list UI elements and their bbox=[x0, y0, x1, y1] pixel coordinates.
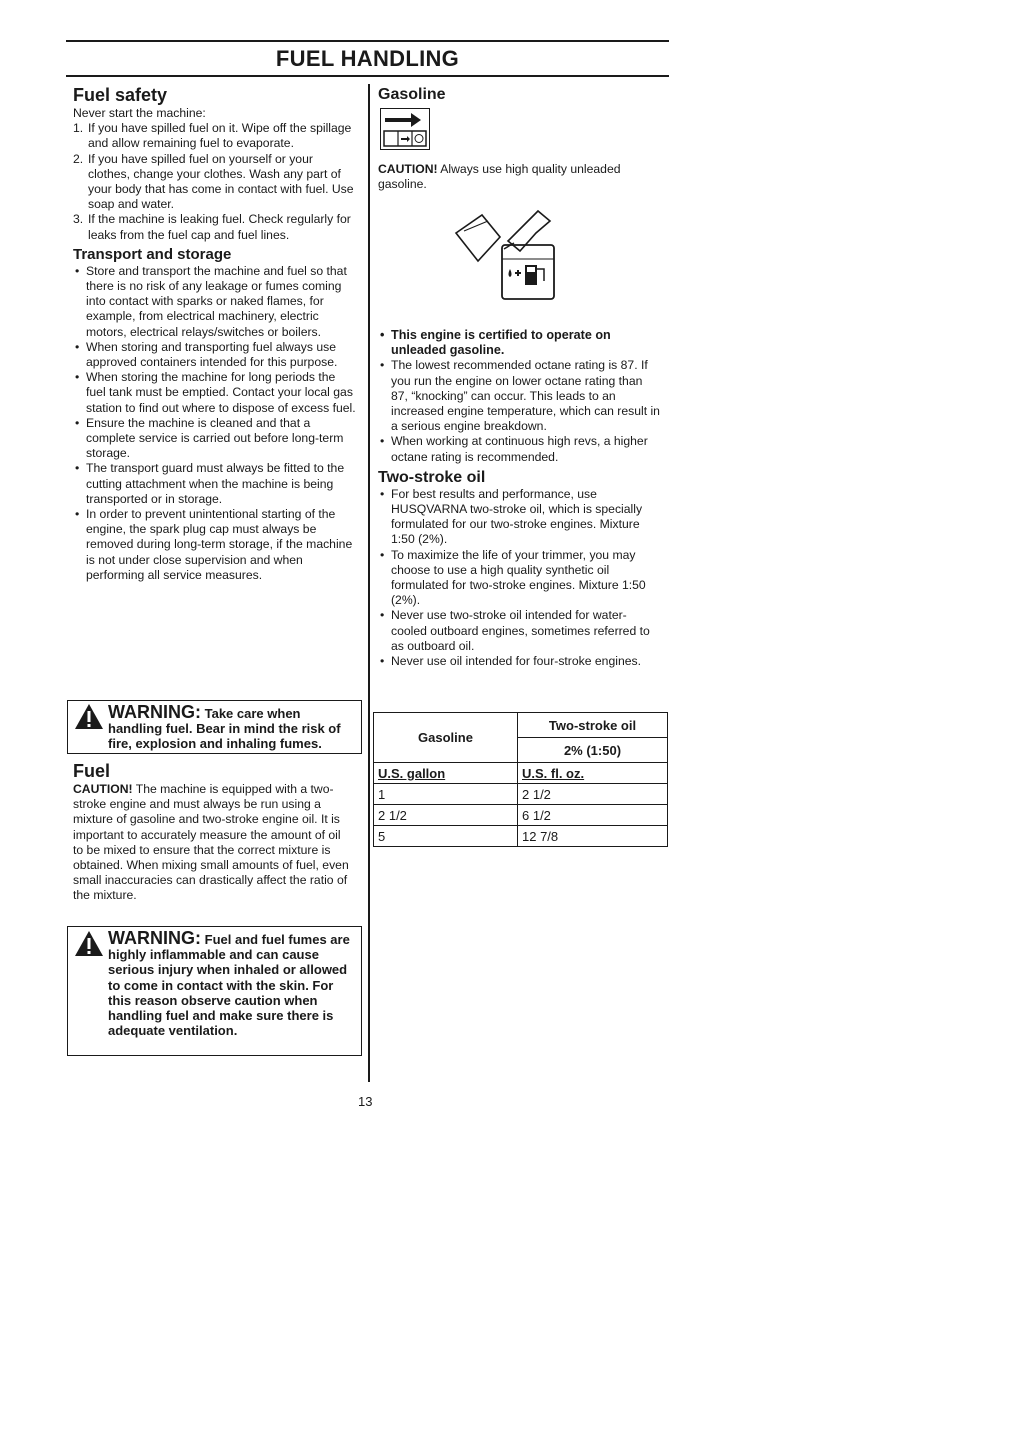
fuel-mixing-illustration-icon bbox=[452, 203, 564, 303]
list-item: • For best results and performance, use HUSQVARNA two-stroke oil, which is specially formulated for our two-stroke engines. Mixture 1:50 (2%). bbox=[378, 487, 660, 548]
two-stroke-list bbox=[378, 487, 660, 669]
list-item: 1. If you have spilled fuel on it. Wipe off the spillage and allow remaining fuel to evaporate. bbox=[73, 121, 352, 151]
list-item: • When working at continuous high revs, a higher octane rating is recommended. bbox=[378, 434, 660, 464]
list-item: • Ensure the machine is cleaned and that a complete service is carried out before long-term storage. bbox=[73, 416, 356, 462]
fuel-section bbox=[73, 760, 353, 904]
fuel-safety-intro: Never start the machine: bbox=[73, 106, 206, 120]
title-underline bbox=[66, 75, 669, 77]
gasoline-list bbox=[378, 358, 660, 464]
table-cell: 2 1/2 bbox=[518, 784, 668, 805]
list-item: • When storing and transporting fuel always use approved containers intended for this purpose. bbox=[73, 340, 356, 370]
two-stroke-heading: Two-stroke oil bbox=[378, 468, 486, 486]
list-item: • The lowest recommended octane rating is 87. If you run the engine on lower octane rating than 87, “knocking” can occur. This leads to an increased engine temperature, which can result in a serious engine breakdown. bbox=[378, 358, 660, 434]
list-item: • To maximize the life of your trimmer, you may choose to use a high quality synthetic oil formulated for two-stroke engines. Mixture 1:50 (2%). bbox=[378, 548, 660, 609]
caution-text: Always use high quality unleaded gasoline. bbox=[378, 162, 621, 192]
column-divider bbox=[368, 84, 370, 1082]
fuel-text: CAUTION! The machine is equipped with a two-stroke engine and must always be run using a mixture of gasoline and two-stroke engine oil. It is important to accurately measure the amount of oil to be mixed to ensure that the correct mixture is obtained. When mixing small amounts of fuel, even small inaccuracies can drastically affect the ratio of the mixture. bbox=[73, 782, 349, 903]
list-item: • The transport guard must always be fitted to the cutting attachment when the machine is being transported or in storage. bbox=[73, 461, 356, 507]
list-item: • Store and transport the machine and fuel so that there is no risk of any leakage or fumes coming into contact with sparks or naked flames, for example, from electrical machinery, electric motors, electrical relays/switches or boilers. bbox=[73, 264, 356, 340]
fuel-safety-heading: Fuel safety bbox=[73, 85, 168, 105]
warning-box-fire bbox=[67, 700, 362, 754]
warning-label: WARNING: bbox=[108, 702, 201, 722]
transport-list bbox=[73, 264, 356, 583]
table-cell: 1 bbox=[374, 784, 518, 805]
table-row bbox=[374, 826, 668, 847]
list-item: 2. If you have spilled fuel on yourself or your clothes, change your clothes. Wash any part of your body that has come in contact with fuel. Use soap and water. bbox=[73, 151, 354, 212]
top-rule bbox=[66, 40, 669, 42]
mixture-table bbox=[373, 712, 668, 847]
table-cell: 6 1/2 bbox=[518, 805, 668, 826]
table-header-oil: Two-stroke oil bbox=[518, 713, 668, 738]
list-item: • This engine is certified to operate on unleaded gasoline. bbox=[378, 328, 660, 358]
fuel-pictogram-icon bbox=[380, 108, 430, 150]
warning-text: Take care when handling fuel. Bear in mind the risk of fire, explosion and inhaling fumes. bbox=[108, 706, 341, 752]
gasoline-caution bbox=[378, 162, 648, 192]
warning-box-fumes bbox=[67, 926, 362, 1056]
gasoline-bold-list bbox=[378, 328, 660, 358]
table-row bbox=[374, 805, 668, 826]
warning-triangle-icon bbox=[74, 930, 104, 957]
list-item: • Never use two-stroke oil intended for water-cooled outboard engines, sometimes referred to as outboard oil. bbox=[378, 608, 660, 654]
warning-label: WARNING: bbox=[108, 928, 201, 948]
list-item: • In order to prevent unintentional starting of the engine, the spark plug cap must always be removed during long-term storage, if the machine is not under close supervision and when performing all service measures. bbox=[73, 507, 356, 583]
page-title: FUEL HANDLING bbox=[275, 46, 460, 71]
caution-label: CAUTION! bbox=[378, 162, 438, 176]
list-item: • Never use oil intended for four-stroke engines. bbox=[378, 654, 660, 669]
table-cell: 12 7/8 bbox=[518, 826, 668, 847]
table-header-ratio: 2% (1:50) bbox=[518, 738, 668, 763]
table-unit-gasoline: U.S. gallon bbox=[374, 763, 518, 784]
table-header-gasoline: Gasoline bbox=[374, 713, 518, 763]
table-cell: 5 bbox=[374, 826, 518, 847]
transport-heading: Transport and storage bbox=[73, 245, 232, 263]
fuel-safety-list bbox=[73, 121, 356, 243]
list-item: • When storing the machine for long periods the fuel tank must be emptied. Contact your local gas station to find out where to dispose of excess fuel. bbox=[73, 370, 356, 416]
table-unit-oil: U.S. fl. oz. bbox=[518, 763, 668, 784]
table-row bbox=[374, 784, 668, 805]
gasoline-lists bbox=[378, 328, 660, 669]
page-number: 13 bbox=[358, 1094, 373, 1109]
warning-triangle-icon bbox=[74, 703, 104, 730]
warning-text: Fuel and fuel fumes are highly inflammable and can cause serious injury when inhaled or allowed to come in contact with the skin. For this reason observe caution when handling fuel and make sure there is adequate ventilation. bbox=[108, 932, 350, 1039]
right-column bbox=[378, 86, 660, 104]
fuel-heading: Fuel bbox=[73, 761, 111, 781]
table-cell: 2 1/2 bbox=[374, 805, 518, 826]
gasoline-heading: Gasoline bbox=[378, 86, 446, 103]
list-item: 3. If the machine is leaking fuel. Check regularly for leaks from the fuel cap and fuel lines. bbox=[73, 212, 351, 242]
table-row bbox=[374, 763, 668, 784]
left-column bbox=[73, 84, 356, 583]
